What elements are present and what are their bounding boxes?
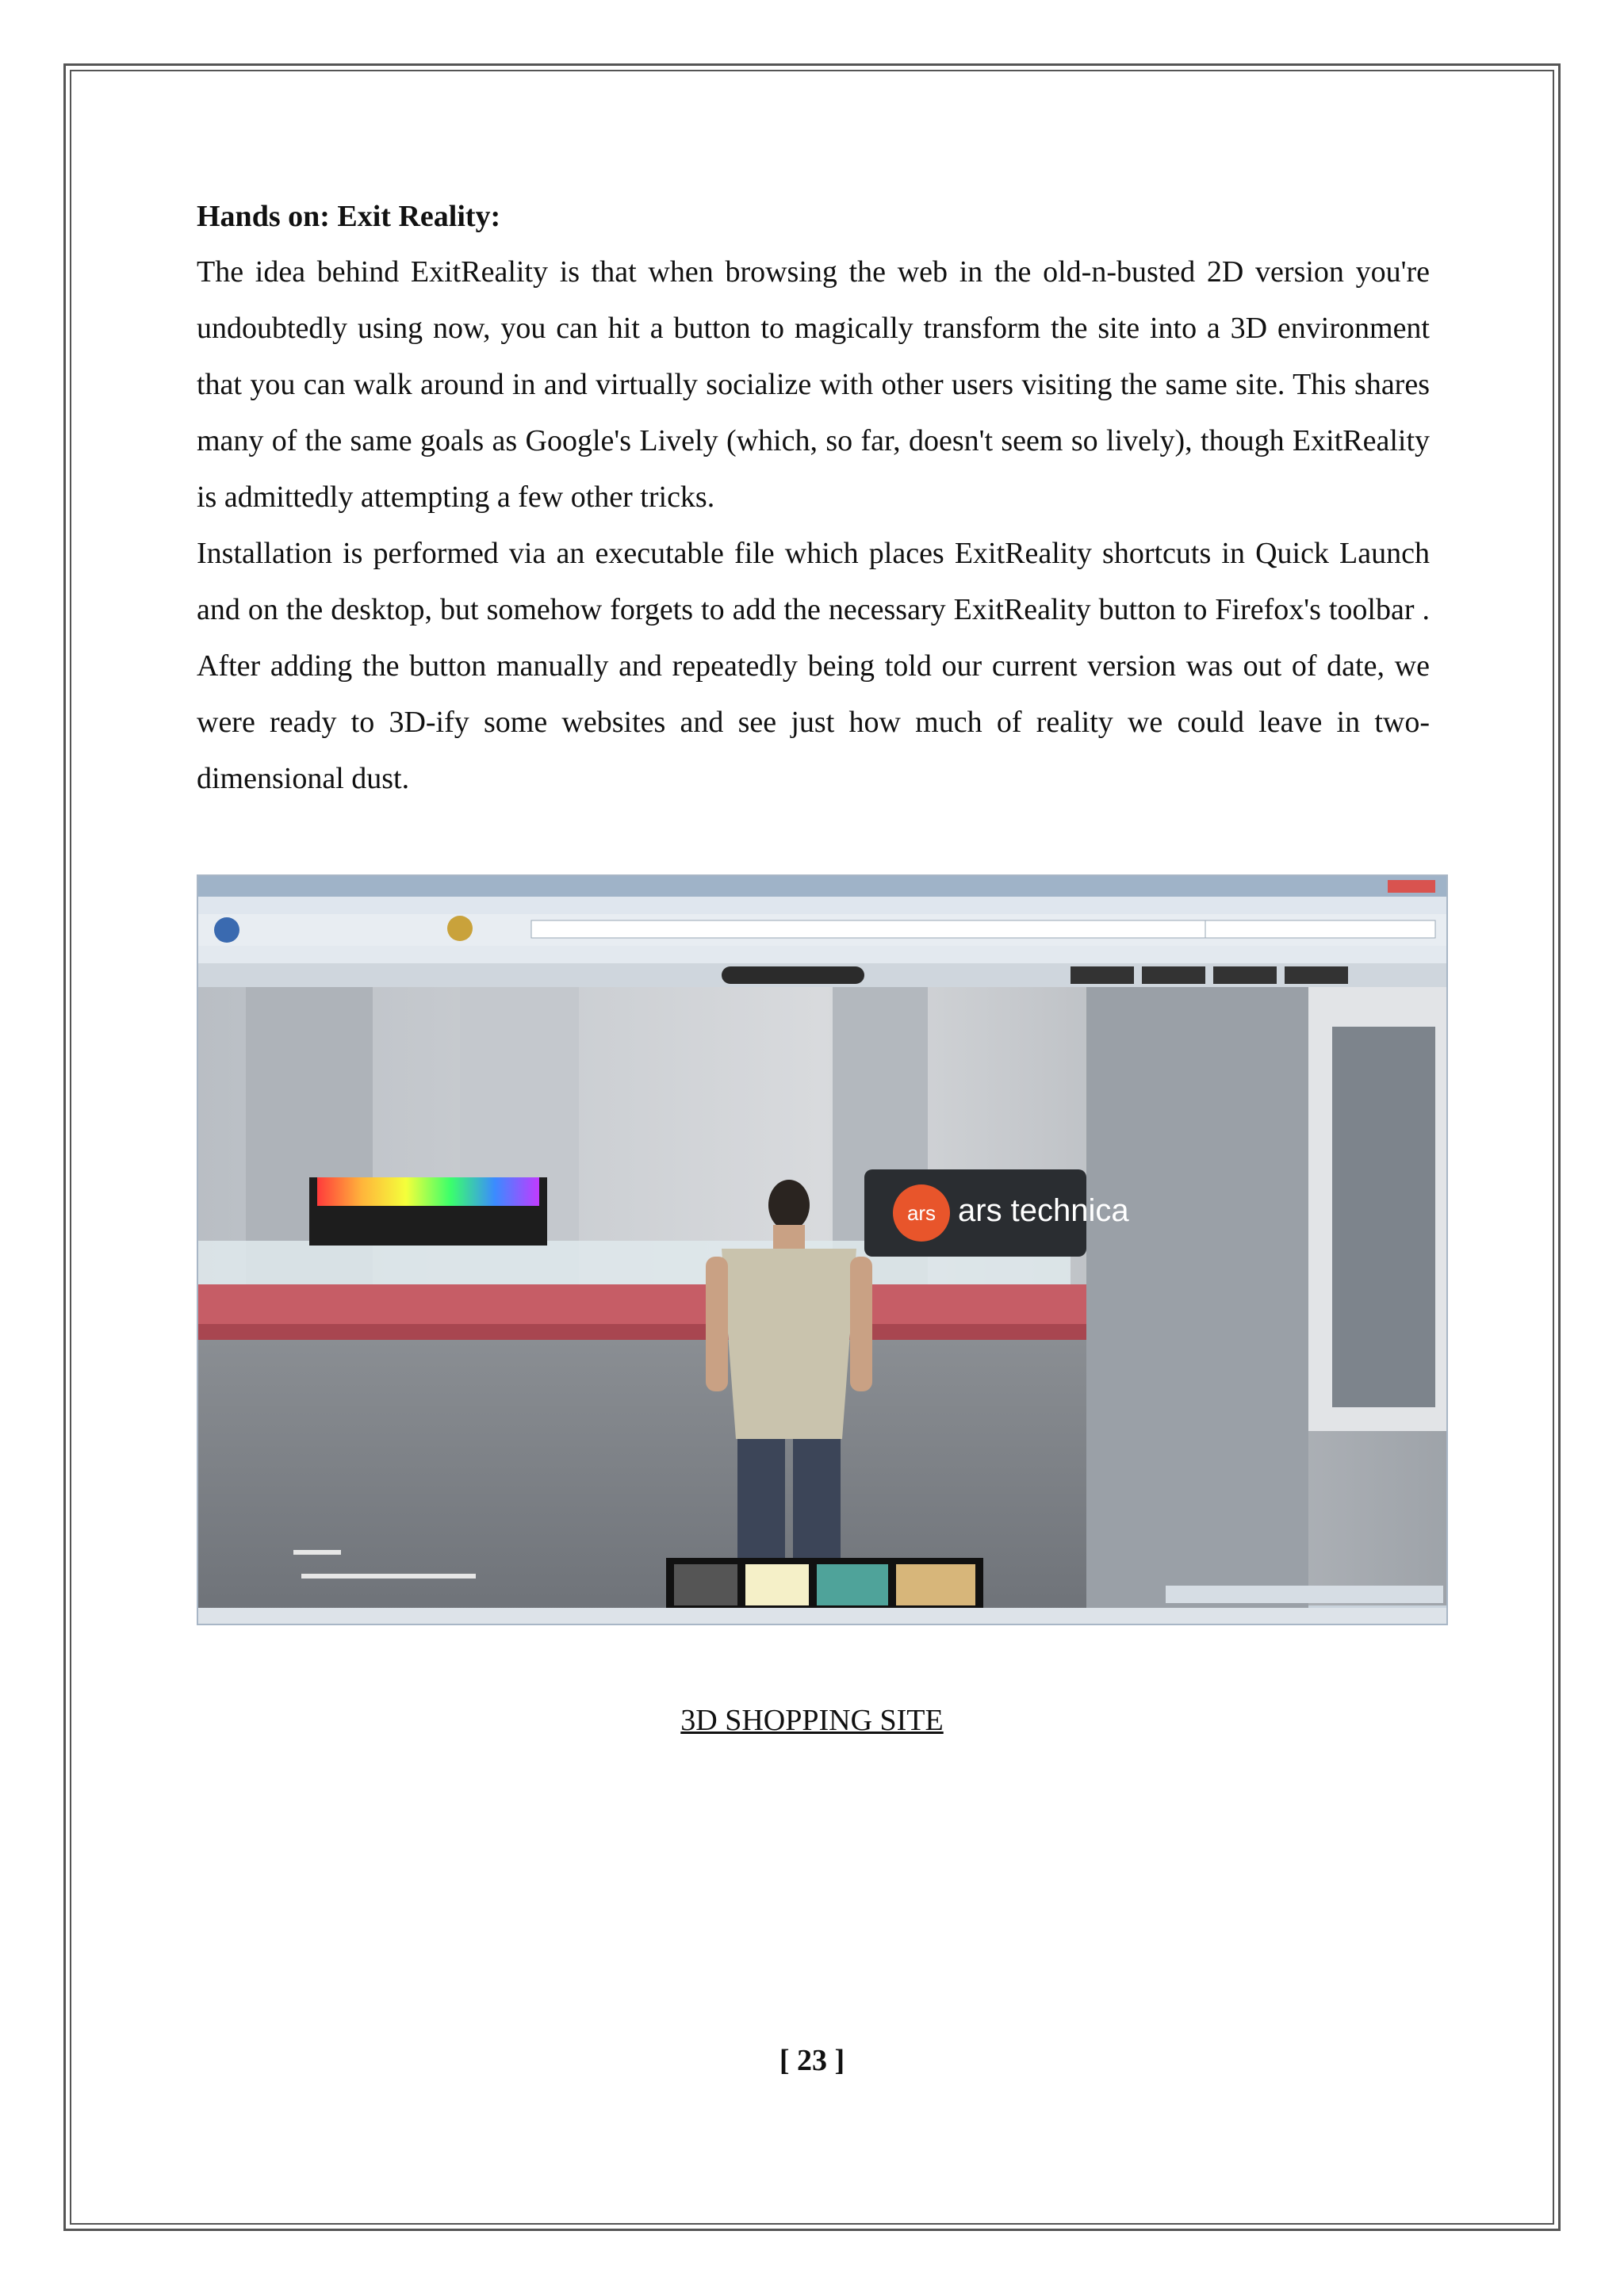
ars-logo-text: ars (906, 1201, 936, 1225)
avatar-arm-left (706, 1257, 728, 1391)
search-box (1205, 920, 1435, 938)
paragraph-2: Installation is performed via an executable file which places ExitReality shortcuts in Quick Launch and on the desktop, but somehow forgets to add the necessary ExitReality button to Firefox's toolbar . After adding the button manually and repeatedly being told our current version was out of date, we were ready to 3D-ify some websites and see just how much of reality we could leave in two-dimensional dust. (197, 537, 1430, 795)
dock-item (674, 1564, 737, 1605)
avatar-head (768, 1180, 810, 1230)
avatar-arm-right (850, 1257, 872, 1391)
back-icon (214, 917, 239, 943)
close-icon (1388, 880, 1435, 893)
toolbar-btn (1142, 966, 1205, 984)
section-heading: Hands on: Exit Reality: (197, 200, 501, 233)
paragraph-1: The idea behind ExitReality is that when browsing the web in the old-n-busted 2D version you're undoubtedly using now, you can hit a button to magically transform the site into a 3D environment that you can walk around in and virtually socialize with other users visiting the same site. This shares many of the same goals as Google's Lively (which, so far, doesn't seem so lively), though ExitReality is admittedly attempting a few other tricks. (197, 255, 1430, 514)
body-text (197, 197, 1430, 807)
exitreality-screenshot (197, 874, 1448, 1625)
hud-line (293, 1550, 341, 1555)
wall-column (1086, 987, 1308, 1621)
window-titlebar (198, 876, 1446, 897)
status-panel (1166, 1586, 1443, 1603)
avatar-neck (773, 1225, 805, 1249)
balcony-edge (198, 1324, 1086, 1340)
toolbar-btn (1071, 966, 1134, 984)
figure-caption: 3D SHOPPING SITE (680, 1704, 944, 1737)
avatar-shirt (722, 1249, 856, 1439)
window-glass (1332, 1027, 1435, 1407)
toolbar-btn (1213, 966, 1277, 984)
rainbow-drip (317, 1177, 539, 1206)
exitreality-button (722, 966, 864, 984)
dock-item (745, 1564, 809, 1605)
menu-bar (198, 897, 1446, 914)
ars-sign-text: ars technica (958, 1193, 1129, 1228)
dock-item (817, 1564, 888, 1605)
dock-item (896, 1564, 975, 1605)
bookmarks-bar (198, 946, 1446, 963)
page-number: [ 23 ] (779, 2044, 845, 2077)
status-bar (198, 1608, 1446, 1624)
globe-icon (447, 916, 473, 941)
toolbar-btn (1285, 966, 1348, 984)
hud-line (301, 1574, 476, 1578)
address-bar (531, 920, 1308, 938)
balcony-ledge (198, 1284, 1086, 1324)
